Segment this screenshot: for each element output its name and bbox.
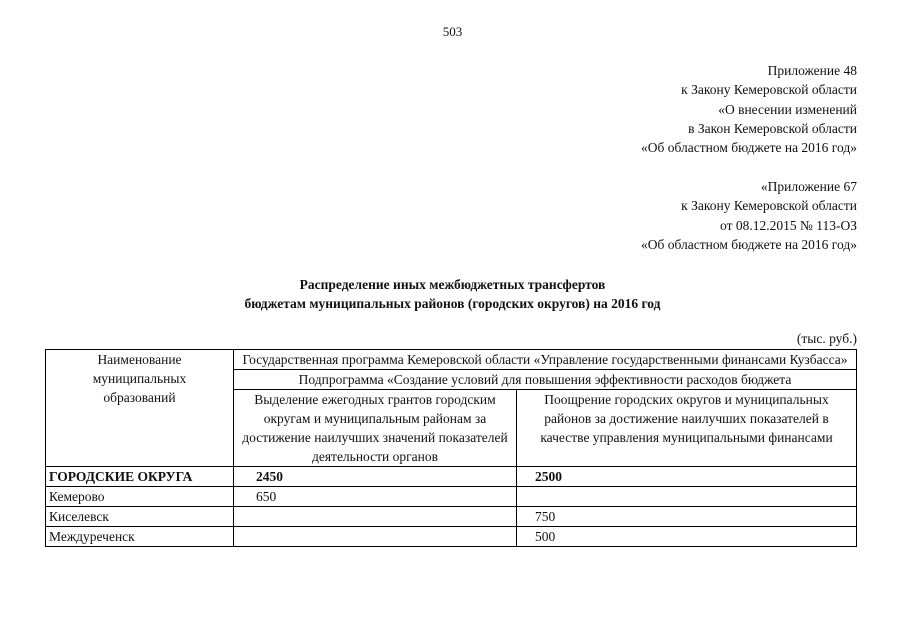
header-line: образований <box>103 390 176 405</box>
appendix-main-block <box>641 61 857 157</box>
table-row <box>46 527 857 547</box>
units-label: (тыс. руб.) <box>796 331 857 346</box>
row-name: Междуреченск <box>46 527 234 547</box>
row-value-encouragement <box>517 487 857 507</box>
table-row <box>46 507 857 527</box>
header-line: Наименование <box>97 352 182 367</box>
table-row <box>46 467 857 487</box>
program-header: Государственная программа Кемеровской области «Управление государственными финансами Кузбасса» <box>234 350 857 370</box>
row-value-encouragement: 2500 <box>517 467 857 487</box>
appendix-ref-line: от 08.12.2015 № 113-ОЗ <box>720 217 857 233</box>
appendix-main-line: «Об областном бюджете на 2016 год» <box>641 140 857 156</box>
table-row <box>46 487 857 507</box>
transfers-table <box>45 349 857 547</box>
row-value-grants <box>234 507 517 527</box>
title-line: Распределение иных межбюджетных трансфертов <box>299 277 606 292</box>
title-line: бюджетам муниципальных районов (городских округов) на 2016 год <box>244 296 661 311</box>
row-name: ГОРОДСКИЕ ОКРУГА <box>46 467 234 487</box>
header-line: муниципальных <box>92 371 187 386</box>
row-value-grants: 2450 <box>234 467 517 487</box>
appendix-main-line: Приложение 48 <box>767 63 857 78</box>
row-name: Кемерово <box>46 487 234 507</box>
page-number: 503 <box>442 24 463 39</box>
appendix-main-line: к Закону Кемеровской области <box>681 82 857 98</box>
appendix-ref-block <box>641 177 857 254</box>
row-value-encouragement: 500 <box>517 527 857 547</box>
row-value-grants <box>234 527 517 547</box>
row-value-grants: 650 <box>234 487 517 507</box>
subprogram-header: Подпрограмма «Создание условий для повышения эффективности расходов бюджета <box>234 370 857 390</box>
encouragement-column-header: Поощрение городских округов и муниципальных районов за достижение наилучших показателей в качестве управления муниципальными финансами <box>517 390 857 467</box>
grants-column-header: Выделение ежегодных грантов городским округам и муниципальным районам за достижение наилучших значений показателей деятельности органов <box>234 390 517 467</box>
row-value-encouragement: 750 <box>517 507 857 527</box>
appendix-ref-line: «Об областном бюджете на 2016 год» <box>641 236 857 252</box>
appendix-ref-line: к Закону Кемеровской области <box>681 198 857 214</box>
table-header-row <box>46 350 857 370</box>
document-title <box>0 275 905 313</box>
appendix-ref-line: «Приложение 67 <box>760 179 857 194</box>
appendix-main-line: в Закон Кемеровской области <box>688 120 857 136</box>
appendix-main-line: «О внесении изменений <box>718 101 857 117</box>
row-name: Киселевск <box>46 507 234 527</box>
municipality-column-header <box>46 350 234 467</box>
